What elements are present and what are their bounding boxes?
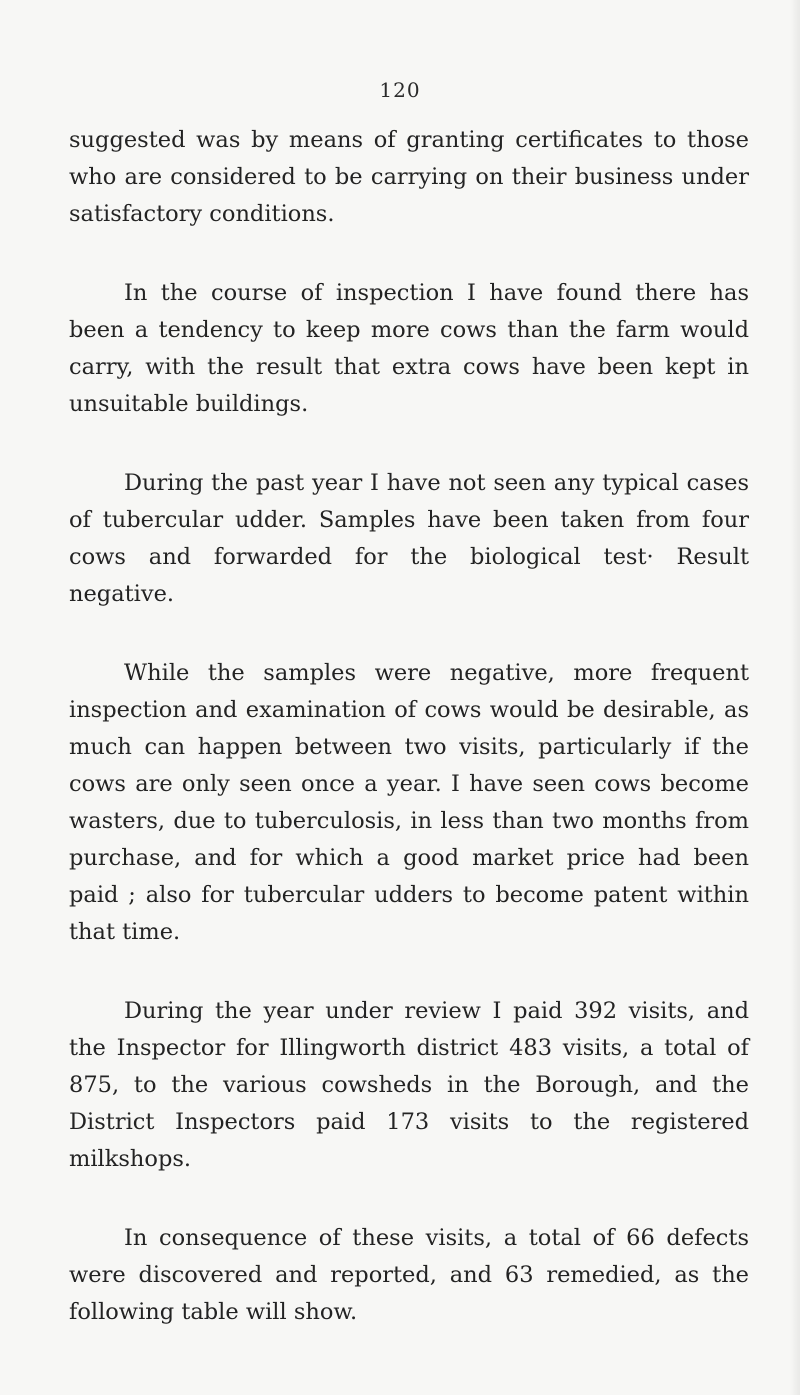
paragraph-2: In the course of inspection I have found there has been a tendency to keep more cows than the farm would carry, with the result that extra cows have been kept in unsuitable buildings. — [69, 280, 749, 417]
paragraph-6: In consequence of these visits, a total of 66 defects were discovered and reported, and 63 remedied, as the following table will show. — [69, 1225, 749, 1325]
body-text — [69, 122, 749, 1373]
paragraph-4: While the samples were negative, more frequent inspection and examination of cows would be desirable, as much can happen between two visits, particularly if the cows are only seen once a year. I have seen cows become wasters, due to tuberculosis, in less than two months from purchase, and for which a good market price had been paid ; also for tubercular udders to become patent within that time. — [69, 660, 749, 945]
page-number: 120 — [379, 78, 421, 102]
paragraph-5: During the year under review I paid 392 visits, and the Inspector for Illingworth district 483 visits, a total of 875, to the various cowsheds in the Borough, and the District Inspectors paid 173 visits to the registered milkshops. — [69, 998, 749, 1172]
page-edge-shadow — [790, 0, 800, 1395]
paragraph-1: suggested was by means of granting certificates to those who are considered to be carrying on their business under satisfactory conditions. — [69, 127, 749, 227]
paragraph-3: During the past year I have not seen any typical cases of tubercular udder. Samples have been taken from four cows and forwarded for the biological test· Result negative. — [69, 470, 749, 607]
